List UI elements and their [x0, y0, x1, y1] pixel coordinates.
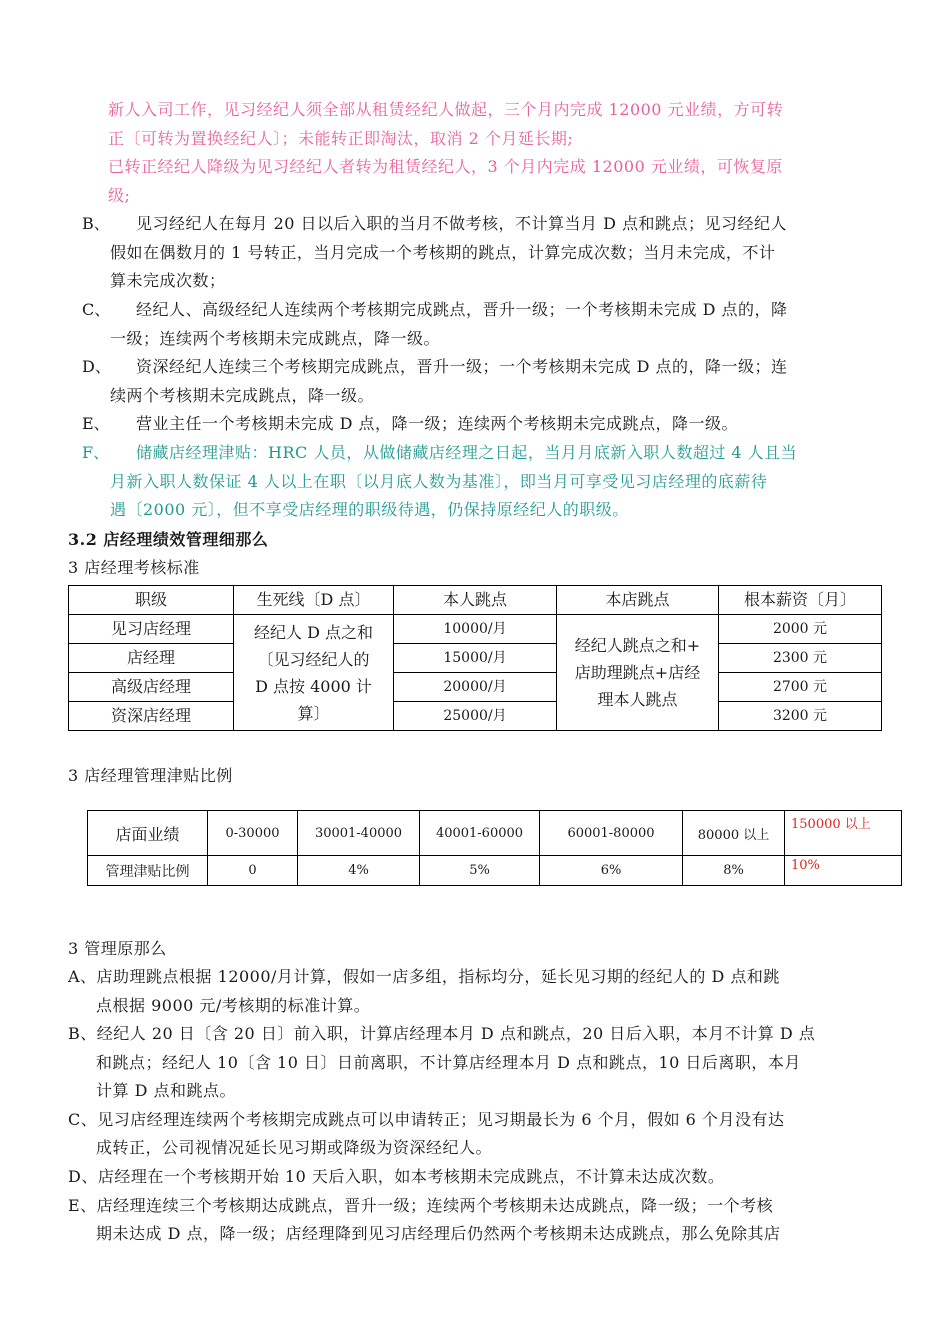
intro-line-3: 已转正经纪人降级为见习经纪人者转为租赁经纪人，3 个月内完成 12000 元业绩，可恢复原	[108, 157, 783, 176]
subheading-assessment: 3 店经理考核标准	[68, 558, 200, 577]
table-row	[69, 615, 882, 644]
deadline-line: 算〕	[297, 703, 330, 723]
table-row	[69, 673, 882, 702]
level-cell: 高级店经理	[69, 673, 234, 702]
rate-cell: 6%	[540, 856, 683, 886]
personal-jump-cell: 10000/月	[394, 615, 557, 644]
item-d-line-1: 资深经纪人连续三个考核期完成跳点，晋升一级；一个考核期未完成 D 点的，降一级；连	[136, 357, 788, 376]
header-deadline: 生死线〔D 点〕	[234, 586, 394, 615]
store-performance-label: 店面业绩	[88, 811, 208, 856]
manager-assessment-table	[68, 585, 882, 731]
rule-e-line-2: 期未达成 D 点，降一级；店经理降到见习店经理后仍然两个考核期未达成跳点，那么免除其店	[96, 1224, 781, 1243]
rule-b-line-3: 计算 D 点和跳点。	[96, 1081, 237, 1100]
intro-line-4: 级;	[108, 186, 131, 205]
item-e-marker: E、	[82, 414, 110, 433]
rule-a-line-2: 点根据 9000 元/考核期的标准计算。	[96, 996, 371, 1015]
level-cell: 见习店经理	[69, 615, 234, 644]
rule-a-line-1: A、店助理跳点根据 12000/月计算，假如一店多组，指标均分，延长见习期的经纪人的 D 点和跳	[68, 967, 780, 986]
item-b-line-1: 见习经纪人在每月 20 日以后入职的当月不做考核，不计算当月 D 点和跳点；见习经纪人	[136, 214, 788, 233]
item-c-line-2: 一级；连续两个考核期未完成跳点，降一级。	[110, 329, 441, 348]
store-jump-line: 店助理跳点+店经	[574, 663, 701, 682]
store-jump-line: 经纪人跳点之和+	[574, 636, 701, 655]
range-cell: 80000 以上	[683, 811, 785, 856]
item-b-line-3: 算未完成次数；	[110, 271, 226, 290]
table-header-row	[69, 586, 882, 615]
header-base-salary: 根本薪资〔月〕	[719, 586, 882, 615]
table-row	[69, 702, 882, 731]
table-row	[69, 644, 882, 673]
item-f-line-2: 月新入职人数保证 4 人以上在职〔以月底人数为基准〕，即当月可享受见习店经理的底薪待	[110, 472, 768, 491]
item-b-marker: B、	[82, 214, 110, 233]
rule-b-line-1: B、经纪人 20 日〔含 20 日〕前入职，计算店经理本月 D 点和跳点，20 日后入职，本月不计算 D 点	[68, 1024, 816, 1043]
rule-c-line-2: 成转正，公司视情况延长见习期或降级为资深经纪人。	[96, 1138, 493, 1157]
rate-cell: 10%	[785, 856, 902, 886]
level-cell: 资深店经理	[69, 702, 234, 731]
salary-cell: 2300 元	[719, 644, 882, 673]
level-cell: 店经理	[69, 644, 234, 673]
item-d-line-2: 续两个考核期未完成跳点，降一级。	[110, 386, 375, 405]
item-c-marker: C、	[82, 300, 111, 319]
deadline-line: 经纪人 D 点之和	[253, 622, 373, 642]
deadline-line: 〔见习经纪人的	[257, 649, 370, 669]
allowance-ratio-table	[87, 810, 902, 886]
subheading-principles: 3 管理原那么	[68, 939, 167, 958]
salary-cell: 3200 元	[719, 702, 882, 731]
item-f-line-1: 储藏店经理津贴：HRC 人员，从做储藏店经理之日起，当月月底新入职人数超过 4 人且当	[136, 443, 798, 462]
table-row	[88, 856, 902, 886]
rate-cell: 0	[208, 856, 298, 886]
item-d-marker: D、	[82, 357, 111, 376]
header-level: 职级	[69, 586, 234, 615]
rule-b-line-2: 和跳点；经纪人 10〔含 10 日〕日前离职，不计算店经理本月 D 点和跳点，10 日后离职，本月	[96, 1053, 801, 1072]
store-jump-line: 理本人跳点	[597, 690, 678, 709]
rule-d-line-1: D、店经理在一个考核期开始 10 天后入职，如本考核期未完成跳点，不计算未达成次数。	[68, 1167, 725, 1186]
rate-cell: 8%	[683, 856, 785, 886]
header-personal-jump: 本人跳点	[394, 586, 557, 615]
store-jump-cell	[557, 615, 719, 731]
rule-e-line-1: E、店经理连续三个考核期达成跳点，晋升一级；连续两个考核期未达成跳点，降一级；一个考核	[68, 1196, 774, 1215]
item-f-marker: F、	[82, 443, 110, 462]
range-cell: 150000 以上	[785, 811, 902, 856]
section-heading: 3.2 店经理绩效管理细那么	[68, 530, 269, 549]
range-cell: 0-30000	[208, 811, 298, 856]
intro-line-1: 新人入司工作，见习经纪人须全部从租赁经纪人做起，三个月内完成 12000 元业绩，方可转	[108, 100, 784, 119]
item-b-line-2: 假如在偶数月的 1 号转正，当月完成一个考核期的跳点，计算完成次数；当月未完成，不计	[110, 243, 776, 262]
subheading-allowance: 3 店经理管理津贴比例	[68, 766, 233, 785]
range-cell: 60001-80000	[540, 811, 683, 856]
header-store-jump: 本店跳点	[557, 586, 719, 615]
rate-cell: 4%	[298, 856, 420, 886]
deadline-line: D 点按 4000 计	[255, 676, 372, 696]
personal-jump-cell: 25000/月	[394, 702, 557, 731]
range-cell: 30001-40000	[298, 811, 420, 856]
item-c-line-1: 经纪人、高级经纪人连续两个考核期完成跳点，晋升一级；一个考核期未完成 D 点的，降	[136, 300, 788, 319]
salary-cell: 2000 元	[719, 615, 882, 644]
allowance-ratio-label: 管理津贴比例	[88, 856, 208, 886]
rule-c-line-1: C、见习店经理连续两个考核期完成跳点可以申请转正；见习期最长为 6 个月，假如 6 个月没有达	[68, 1110, 785, 1129]
item-e-line-1: 营业主任一个考核期未完成 D 点，降一级；连续两个考核期未完成跳点，降一级。	[136, 414, 739, 433]
rate-cell: 5%	[420, 856, 540, 886]
deadline-cell	[234, 615, 394, 731]
item-f-line-3: 遇〔2000 元〕，但不享受店经理的职级待遇，仍保持原经纪人的职级。	[110, 500, 629, 519]
range-cell: 40001-60000	[420, 811, 540, 856]
personal-jump-cell: 15000/月	[394, 644, 557, 673]
table-row	[88, 811, 902, 856]
intro-line-2: 正〔可转为置换经纪人〕；未能转正即淘汰，取消 2 个月延长期;	[108, 129, 574, 148]
personal-jump-cell: 20000/月	[394, 673, 557, 702]
salary-cell: 2700 元	[719, 673, 882, 702]
